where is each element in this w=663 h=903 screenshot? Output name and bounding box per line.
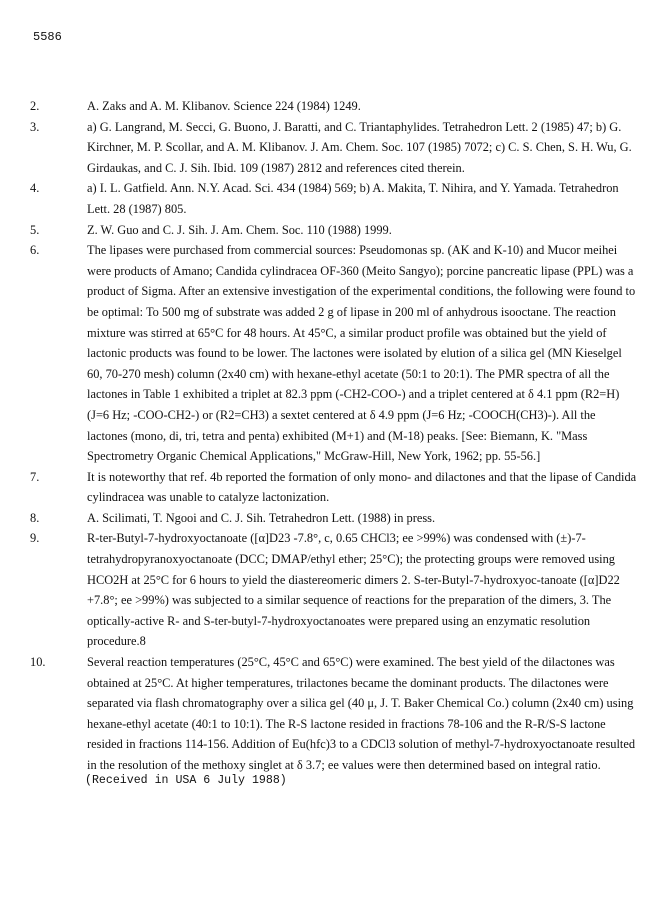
reference-number: 9. (30, 531, 40, 546)
reference-item (27, 467, 639, 508)
reference-text: a) I. L. Gatfield. Ann. N.Y. Acad. Sci. 434 (1984) 569; b) A. Makita, T. Nihira, and Y. Yamada. Tetrahedron Lett. 28 (1987) 805. (87, 181, 619, 216)
page-number: 5586 (33, 30, 62, 44)
reference-number: 6. (30, 243, 40, 258)
reference-number: 2. (30, 99, 40, 113)
reference-item (27, 508, 639, 529)
reference-text: a) G. Langrand, M. Secci, G. Buono, J. Baratti, and C. Triantaphylides. Tetrahedron Lett. 2 (1985) 47; b) G. Kirchner, M. P. Scollar, and A. M. Klibanov. J. Am. Chem. Soc. 107 (1985) 7072; c) C. S. Chen, S. H. Wu, G. Girdaukas, and C. J. Sih. Ibid. 109 (1987) 2812 and references cited therein. (87, 119, 632, 175)
reference-number: 4. (30, 181, 40, 196)
reference-number: 8. (30, 510, 40, 525)
reference-text: The lipases were purchased from commercial sources: Pseudomonas sp. (AK and K-10) and Mucor meihei were products of Amano; Candida cylindracea OF-360 (Meito Sangyo); porcine pancreatic lipase (PPL) was a product of Sigma. After an extensive investigation of the experimental conditions, the following were found to be optimal: To 500 mg of substrate was added 2 g of lipase in 200 ml of anhydrous isooctane. The reaction mixture was stirred at 65°C for 48 hours. At 45°C, a similar product profile was obtained but the yield of lactonic products was found to be lower. The lactones were isolated by elution of a silica gel (MN Kieselgel 60, 70-270 mesh) column (2x40 cm) with hexane-ethyl acetate (50:1 to 20:1). The PMR spectra of all the lactones in Table 1 exhibited a triplet at 82.3 ppm (-CH2-COO-) and a triplet centered at δ 4.1 ppm (R2=H) (J=6 Hz; -COO-CH2-) or (R2=CH3) a sextet centered at δ 4.9 ppm (J=6 Hz; -COOCH(CH3)-). All the lactones (mono, di, tri, tetra and penta) exhibited (M+1) and (M-18) peaks. [See: Biemann, K. "Mass Spectrometry Organic Chemical Applications," McGraw-Hill, New York, 1962; pp. 55-56.] (87, 243, 636, 464)
reference-item (27, 220, 639, 241)
reference-item (27, 96, 639, 117)
reference-item (27, 240, 639, 467)
received-date: (Received in USA 6 July 1988) (85, 774, 287, 787)
reference-number: 3. (30, 119, 40, 134)
reference-number: 10. (30, 655, 46, 670)
reference-item (27, 117, 639, 179)
reference-number: 7. (30, 469, 40, 484)
reference-text: A. Scilimati, T. Ngooi and C. J. Sih. Tetrahedron Lett. (1988) in press. (87, 510, 436, 525)
reference-list (27, 96, 639, 776)
reference-text: Several reaction temperatures (25°C, 45°C and 65°C) were examined. The best yield of the dilactones was obtained at 25°C. At higher temperatures, trilactones became the dominant products. The dilactones were separated via flash chromatography over a silica gel (40 μ, J. T. Baker Chemical Co.) column (2x40 cm) using hexane-ethyl acetate (40:1 to 10:1). The R-S lactone resided in fractions 78-106 and the R-R/S-S lactone resided in fractions 114-156. Addition of Eu(hfc)3 to a CDCl3 solution of methyl-7-hydroxyoctanoate resulted in the resolution of the methoxy singlet at δ 3.7; ee values were then determined based on integral ratio. (87, 655, 636, 772)
reference-item (27, 178, 639, 219)
reference-item (27, 528, 639, 652)
reference-item (27, 652, 639, 776)
reference-text: A. Zaks and A. M. Klibanov. Science 224 (1984) 1249. (87, 99, 361, 113)
reference-text: Z. W. Guo and C. J. Sih. J. Am. Chem. Soc. 110 (1988) 1999. (87, 222, 392, 237)
reference-text: It is noteworthy that ref. 4b reported the formation of only mono- and dilactones and that the lipase of Candida cylindracea was unable to catalyze lactonization. (87, 469, 637, 505)
reference-number: 5. (30, 222, 40, 237)
reference-text: R-ter-Butyl-7-hydroxyoctanoate ([α]D23 -7.8°, c, 0.65 CHCl3; ee >99%) was condensed with (±)-7-tetrahydropyranoxyoctanoate (DCC; DMAP/ethyl ether; 25°C); the protecting groups were removed using HCO2H at 25°C for 6 hours to yield the diastereomeric dimers 2. S-ter-Butyl-7-hydroxyoc-tanoate ([α]D22 +7.8°; ee >99%) was subjected to a similar sequence of reactions for the preparation of the dimers, 3. The optically-active R- and S-ter-butyl-7-hydroxyoctanoates were prepared using an enzymatic resolution procedure.8 (87, 531, 620, 649)
